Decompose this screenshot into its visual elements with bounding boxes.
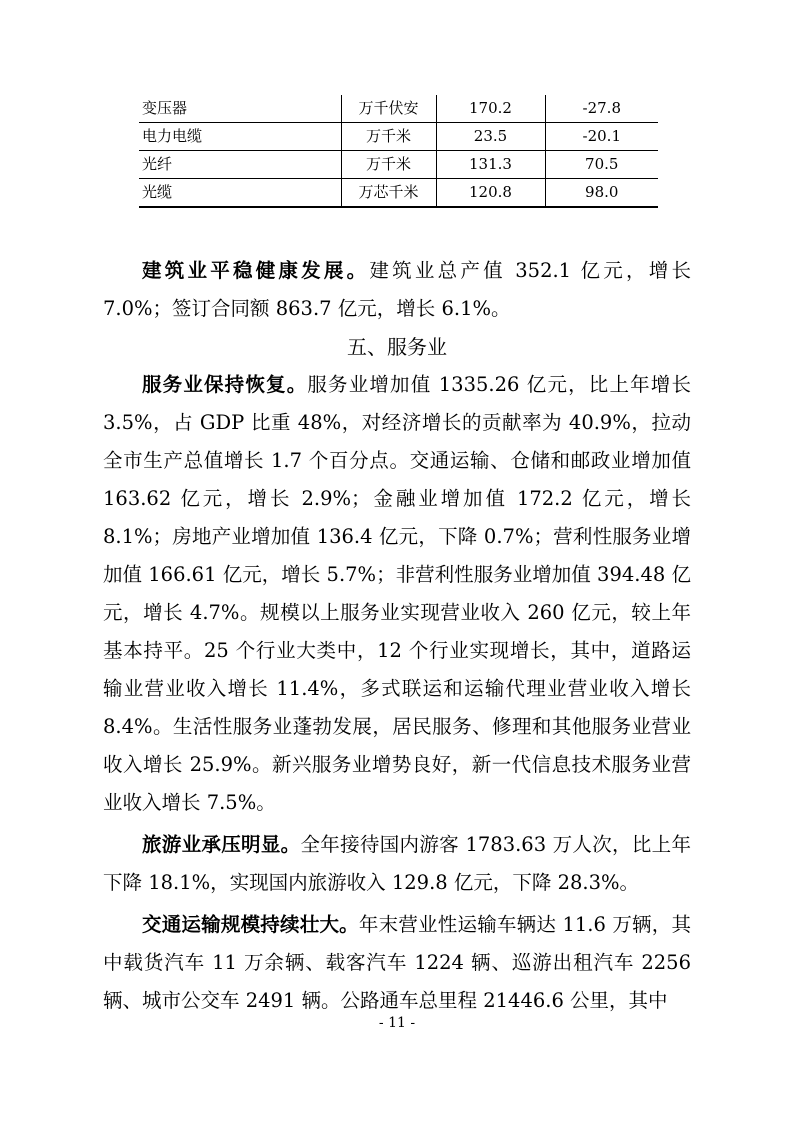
product-unit: 万芯千米	[341, 179, 436, 208]
construction-lead: 建筑业平稳健康发展。	[142, 259, 370, 282]
product-output-table	[139, 95, 658, 208]
document-body	[103, 252, 691, 1020]
product-unit: 万千米	[341, 123, 436, 151]
tourism-paragraph	[103, 826, 691, 902]
product-value: 120.8	[436, 179, 545, 208]
construction-text: 建筑业总产值 352.1 亿元，增长 7.0%；签订合同额 863.7 亿元，增长 6.1%。	[103, 259, 691, 320]
output-table	[139, 95, 658, 208]
table-row	[139, 151, 658, 179]
product-unit: 万千伏安	[341, 95, 436, 123]
services-text: 服务业增加值 1335.26 亿元，比上年增长 3.5%，占 GDP 比重 48%，对经济增长的贡献率为 40.9%，拉动全市生产总值增长 1.7 个百分点。交通运输、仓储和邮政业增加值 163.62 亿元，增长 2.9%；金融业增加值 172.2 亿元，增长 8.1%；房地产业增加值 136.4 亿元，下降 0.7%；营利性服务业增加值 166.61 亿元，增长 5.7%；非营利性服务业增加值 394.48 亿元，增长 4.7%。规模以上服务业实现营业收入 260 亿元，较上年基本持平。25 个行业大类中，12 个行业实现增长，其中，道路运输业营业收入增长 11.4%，多式联运和运输代理业营业收入增长 8.4%。生活性服务业蓬勃发展，居民服务、修理和其他服务业营业收入增长 25.9%。新兴服务业增势良好，新一代信息技术服务业营业收入增长 7.5%。	[103, 373, 691, 814]
product-change: 70.5	[545, 151, 658, 179]
product-value: 23.5	[436, 123, 545, 151]
services-lead: 服务业保持恢复。	[142, 373, 308, 396]
product-name: 光缆	[139, 179, 341, 208]
product-name: 光纤	[139, 151, 341, 179]
product-unit: 万千米	[341, 151, 436, 179]
transport-lead: 交通运输规模持续壮大。	[142, 913, 359, 936]
section-heading: 五、服务业	[347, 335, 447, 359]
product-value: 170.2	[436, 95, 545, 123]
tourism-text: 全年接待国内游客 1783.63 万人次，比上年下降 18.1%，实现国内旅游收入 129.8 亿元，下降 28.3%。	[103, 833, 691, 894]
services-paragraph	[103, 366, 691, 822]
construction-paragraph	[103, 252, 691, 328]
product-change: -27.8	[545, 95, 658, 123]
product-value: 131.3	[436, 151, 545, 179]
table-row	[139, 179, 658, 208]
product-change: -20.1	[545, 123, 658, 151]
transport-paragraph	[103, 906, 691, 1020]
tourism-lead: 旅游业承压明显。	[142, 833, 301, 856]
table-row	[139, 123, 658, 151]
transport-text: 年末营业性运输车辆达 11.6 万辆，其中载货汽车 11 万余辆、载客汽车 1224 辆、巡游出租汽车 2256 辆、城市公交车 2491 辆。公路通车总里程 21446.6 公里，其中	[103, 913, 691, 1012]
page-number: - 11 -	[378, 1015, 416, 1031]
table-row	[139, 95, 658, 123]
product-name: 电力电缆	[139, 123, 341, 151]
product-name: 变压器	[139, 95, 341, 123]
product-change: 98.0	[545, 179, 658, 208]
